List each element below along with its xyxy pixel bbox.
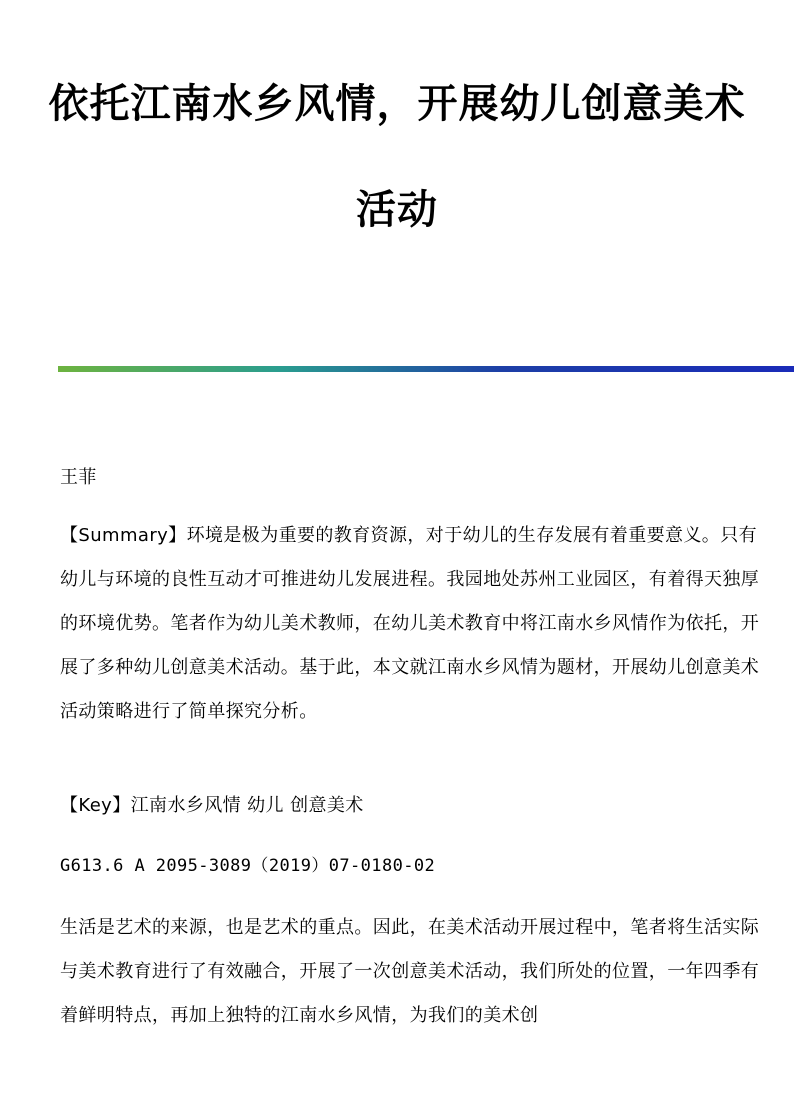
title-divider — [58, 366, 794, 372]
title-line-1: 依托江南水乡风情，开展幼儿创意美术 — [48, 81, 746, 127]
summary-paragraph — [60, 514, 760, 734]
title-line-2: 活动 — [356, 187, 438, 233]
summary-text: 环境是极为重要的教育资源，对于幼儿的生存发展有着重要意义。只有幼儿与环境的良性互动才可推进幼儿发展进程。我园地处苏州工业园区，有着得天独厚的环境优势。笔者作为幼儿美术教师，在幼儿美术教育中将江南水乡风情作为依托，开展了多种幼儿创意美术活动。基于此，本文就江南水乡风情为题材，开展幼儿创意美术活动策略进行了简单探究分析。 — [60, 525, 760, 722]
summary-label: 【Summary】 — [60, 525, 187, 546]
keywords-text: 江南水乡风情 幼儿 创意美术 — [130, 795, 364, 816]
author-name: 王菲 — [60, 467, 97, 488]
classification-code: G613.6 A 2095-3089（2019）07-0180-02 — [60, 856, 436, 876]
keywords-label: 【Key】 — [60, 795, 131, 816]
body-paragraph-1: 生活是艺术的来源，也是艺术的重点。因此，在美术活动开展过程中，笔者将生活实际与美术教育进行了有效融合，开展了一次创意美术活动，我们所处的位置，一年四季有着鲜明特点，再加上独特的江南水乡风情，为我们的美术创 — [60, 917, 760, 1026]
keywords-line — [60, 784, 760, 828]
